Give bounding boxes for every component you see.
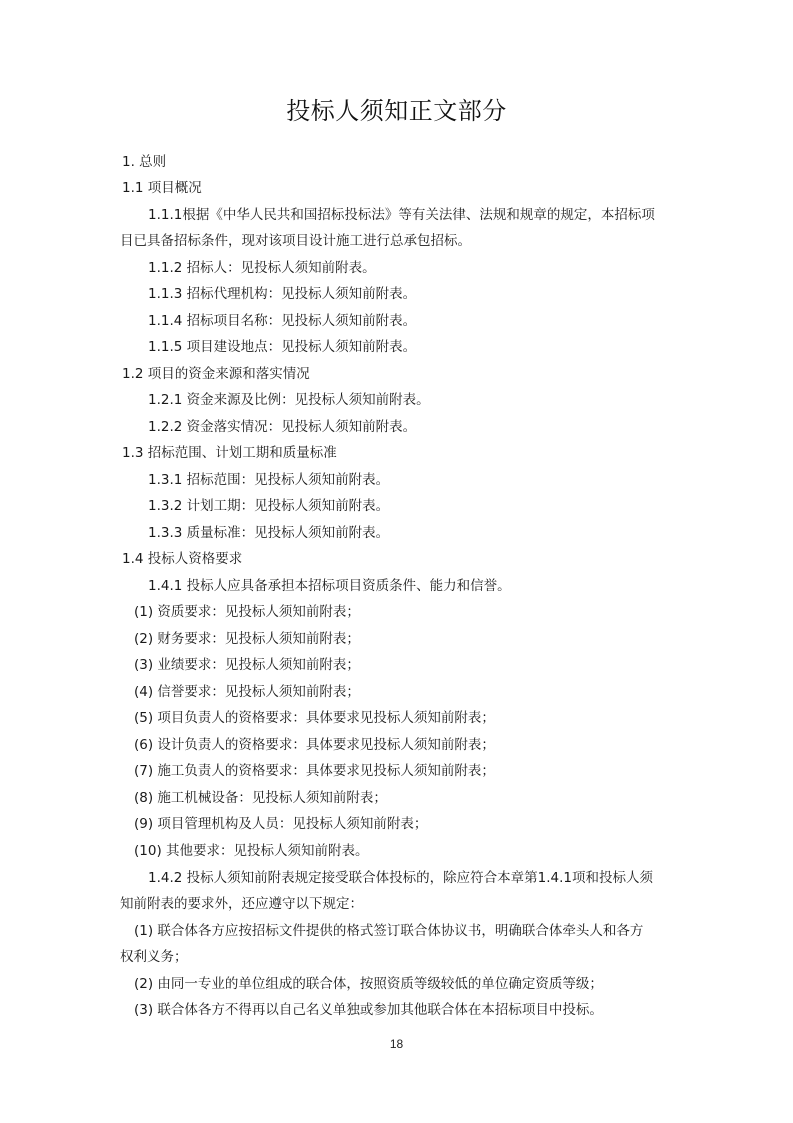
clause-1-4-2-cont: 知前附表的要求外，还应遵守以下规定： (120, 896, 363, 912)
clause-1-3-2: 1.3.2 计划工期：见投标人须知前附表。 (148, 498, 390, 514)
clause-1-2-1: 1.2.1 资金来源及比例：见投标人须知前附表。 (148, 392, 430, 408)
clause-1-3-1: 1.3.1 招标范围：见投标人须知前附表。 (148, 472, 390, 488)
clause-1-1-1-cont: 目已具备招标条件，现对该项目设计施工进行总承包招标。 (120, 233, 471, 249)
clause-1-1-4: 1.1.4 招标项目名称：见投标人须知前附表。 (148, 313, 417, 329)
clause-1-4-1: 1.4.1 投标人应具备承担本招标项目资质条件、能力和信誉。 (148, 578, 511, 594)
clause-1-1-1: 1.1.1根据《中华人民共和国招标投标法》等有关法律、法规和规章的规定，本招标项 (148, 207, 655, 223)
clause-1-1-5: 1.1.5 项目建设地点：见投标人须知前附表。 (148, 339, 417, 355)
list-item: (1) 联合体各方应按招标文件提供的格式签订联合体协议书，明确联合体牵头人和各方 (134, 923, 644, 939)
clause-1-4-2: 1.4.2 投标人须知前附表规定接受联合体投标的，除应符合本章第1.4.1项和投标人须 (148, 870, 653, 886)
list-item: (9) 项目管理机构及人员：见投标人须知前附表； (134, 816, 428, 832)
list-item: (8) 施工机械设备：见投标人须知前附表； (134, 790, 387, 806)
list-item: (6) 设计负责人的资格要求：具体要求见投标人须知前附表； (134, 737, 495, 753)
page-title: 投标人须知正文部分 (286, 97, 507, 125)
clause-1-2-2: 1.2.2 资金落实情况：见投标人须知前附表。 (148, 419, 417, 435)
list-item: (3) 业绩要求：见投标人须知前附表； (134, 657, 360, 673)
heading-1-4: 1.4 投标人资格要求 (122, 551, 243, 567)
clause-1-3-3: 1.3.3 质量标准：见投标人须知前附表。 (148, 525, 390, 541)
clause-1-1-2: 1.1.2 招标人：见投标人须知前附表。 (148, 260, 376, 276)
clause-1-1-3: 1.1.3 招标代理机构：见投标人须知前附表。 (148, 286, 417, 302)
list-item: (5) 项目负责人的资格要求：具体要求见投标人须知前附表； (134, 710, 495, 726)
list-item-cont: 权利义务； (120, 949, 188, 965)
list-item: (10) 其他要求：见投标人须知前附表。 (134, 843, 369, 859)
list-item: (2) 财务要求：见投标人须知前附表； (134, 631, 360, 647)
list-item: (4) 信誉要求：见投标人须知前附表； (134, 684, 360, 700)
list-item: (7) 施工负责人的资格要求：具体要求见投标人须知前附表； (134, 763, 495, 779)
heading-1-3: 1.3 招标范围、计划工期和质量标准 (122, 445, 337, 461)
heading-1-1: 1.1 项目概况 (122, 180, 202, 196)
heading-general: 1. 总则 (122, 154, 167, 170)
list-item: (3) 联合体各方不得再以自己名义单独或参加其他联合体在本招标项目中投标。 (134, 1002, 603, 1018)
page-number: 18 (389, 1037, 404, 1051)
heading-1-2: 1.2 项目的资金来源和落实情况 (122, 366, 310, 382)
list-item: (2) 由同一专业的单位组成的联合体，按照资质等级较低的单位确定资质等级； (134, 976, 603, 992)
list-item: (1) 资质要求：见投标人须知前附表； (134, 604, 360, 620)
